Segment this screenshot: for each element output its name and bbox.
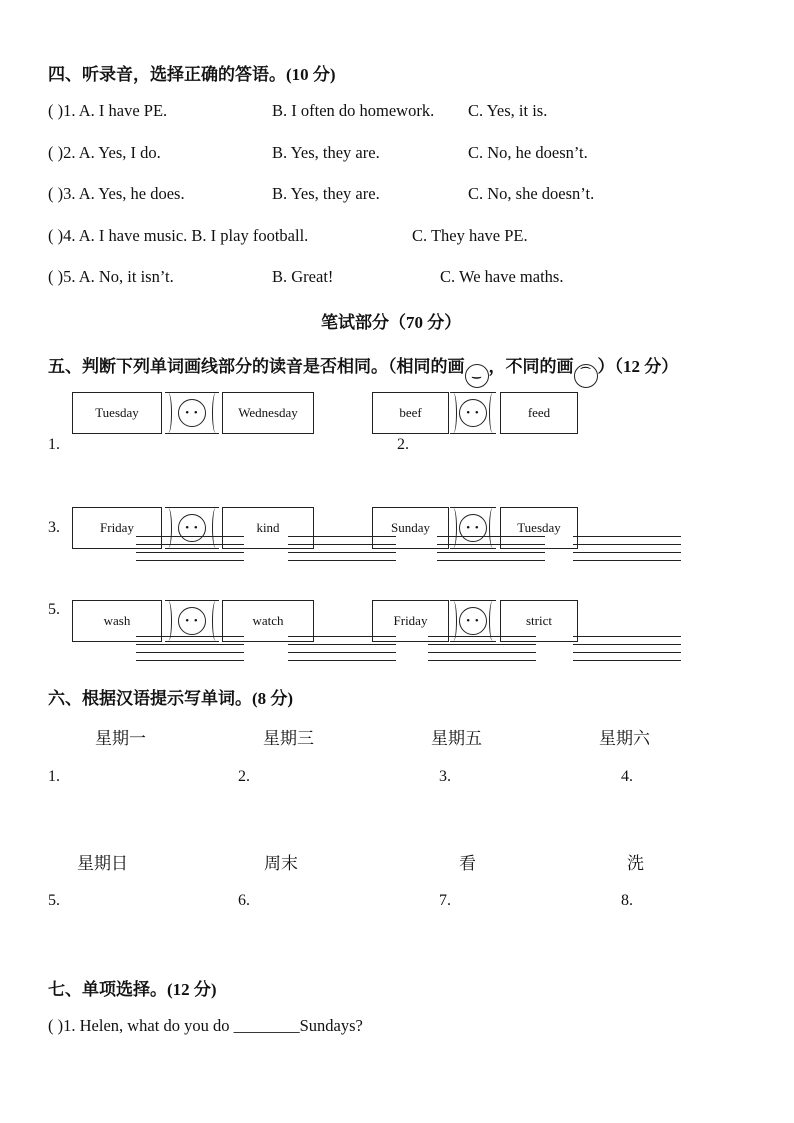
option-c: C. They have PE. — [412, 226, 528, 245]
chinese-hint: 星期一 — [95, 729, 146, 749]
blank-face-icon: • • — [178, 399, 206, 427]
word-box: wash — [72, 600, 162, 642]
written-part-heading: 笔试部分（70 分） — [321, 313, 462, 332]
item-number: 5. — [48, 601, 60, 618]
blank-face-icon: • • — [459, 514, 487, 542]
ruled-lines — [136, 536, 244, 566]
ruled-lines — [573, 636, 681, 666]
word-box: Tuesday — [500, 507, 578, 549]
question-4-4: ( )4. A. I have music. B. I play football. — [48, 226, 309, 245]
ruled-lines — [288, 636, 396, 666]
ruled-lines — [428, 636, 536, 666]
chinese-hint: 星期五 — [431, 729, 482, 749]
chinese-hint: 洗 — [627, 854, 644, 874]
blank-face-icon: • • — [178, 607, 206, 635]
question-4-3: ( )3. A. Yes, he does. — [48, 184, 185, 203]
word-box: Wednesday — [222, 392, 314, 434]
word-box: Friday — [72, 507, 162, 549]
chinese-hint: 星期六 — [599, 729, 650, 749]
word-box: watch — [222, 600, 314, 642]
item-number: 6. — [238, 892, 250, 909]
item-number: 8. — [621, 892, 633, 909]
chinese-hint: 星期日 — [77, 854, 128, 874]
option-c: C. Yes, it is. — [468, 101, 548, 120]
item-number: 3. — [439, 768, 451, 785]
section-5-title-a: 五、判断下列单词画线部分的读音是否相同。（相同的画 — [48, 357, 465, 376]
smile-face-icon: ‿ — [465, 364, 489, 388]
ruled-lines — [136, 636, 244, 666]
question-4-2: ( )2. A. Yes, I do. — [48, 143, 161, 162]
ruled-lines — [288, 536, 396, 566]
section-5-title-b: ，不同的画 — [488, 357, 574, 376]
blank-face-icon: • • — [459, 607, 487, 635]
item-number: 7. — [439, 892, 451, 909]
word-box: beef — [372, 392, 449, 434]
word-box: Tuesday — [72, 392, 162, 434]
face-box[interactable] — [165, 392, 219, 434]
blank-face-icon: • • — [178, 514, 206, 542]
option-b: B. Great! — [272, 267, 334, 286]
chinese-hint: 星期三 — [263, 729, 314, 749]
option-c: C. We have maths. — [440, 267, 564, 286]
word-box: Friday — [372, 600, 449, 642]
question-7-1: ( )1. Helen, what do you do ________Sundays? — [48, 1016, 363, 1035]
item-number: 4. — [621, 768, 633, 785]
item-number: 1. — [48, 436, 60, 453]
item-number: 2. — [397, 436, 409, 453]
section-4-title: 四、听录音，选择正确的答语。(10 分) — [48, 65, 336, 84]
blank-face-icon: • • — [459, 399, 487, 427]
section-7-title: 七、单项选择。(12 分) — [48, 980, 217, 999]
section-5-title-c: ）（12 分） — [597, 357, 679, 376]
question-4-5: ( )5. A. No, it isn’t. — [48, 267, 174, 286]
face-box[interactable] — [450, 392, 496, 434]
ruled-lines — [573, 536, 681, 566]
option-b: B. Yes, they are. — [272, 184, 380, 203]
word-box: feed — [500, 392, 578, 434]
section-5-title — [48, 352, 678, 388]
item-number: 1. — [48, 768, 60, 785]
chinese-hint: 周末 — [264, 854, 298, 874]
word-box: strict — [500, 600, 578, 642]
option-b: B. I often do homework. — [272, 101, 435, 120]
ruled-lines — [437, 536, 545, 566]
word-box: kind — [222, 507, 314, 549]
word-box: Sunday — [372, 507, 449, 549]
sad-face-icon: ⌒ — [574, 364, 598, 388]
option-c: C. No, she doesn’t. — [468, 184, 595, 203]
question-4-1: ( )1. A. I have PE. — [48, 101, 168, 120]
item-number: 5. — [48, 892, 60, 909]
item-number: 3. — [48, 519, 60, 536]
chinese-hint: 看 — [459, 854, 476, 874]
option-b: B. Yes, they are. — [272, 143, 380, 162]
section-6-title: 六、根据汉语提示写单词。(8 分) — [48, 689, 294, 708]
item-number: 2. — [238, 768, 250, 785]
option-c: C. No, he doesn’t. — [468, 143, 588, 162]
